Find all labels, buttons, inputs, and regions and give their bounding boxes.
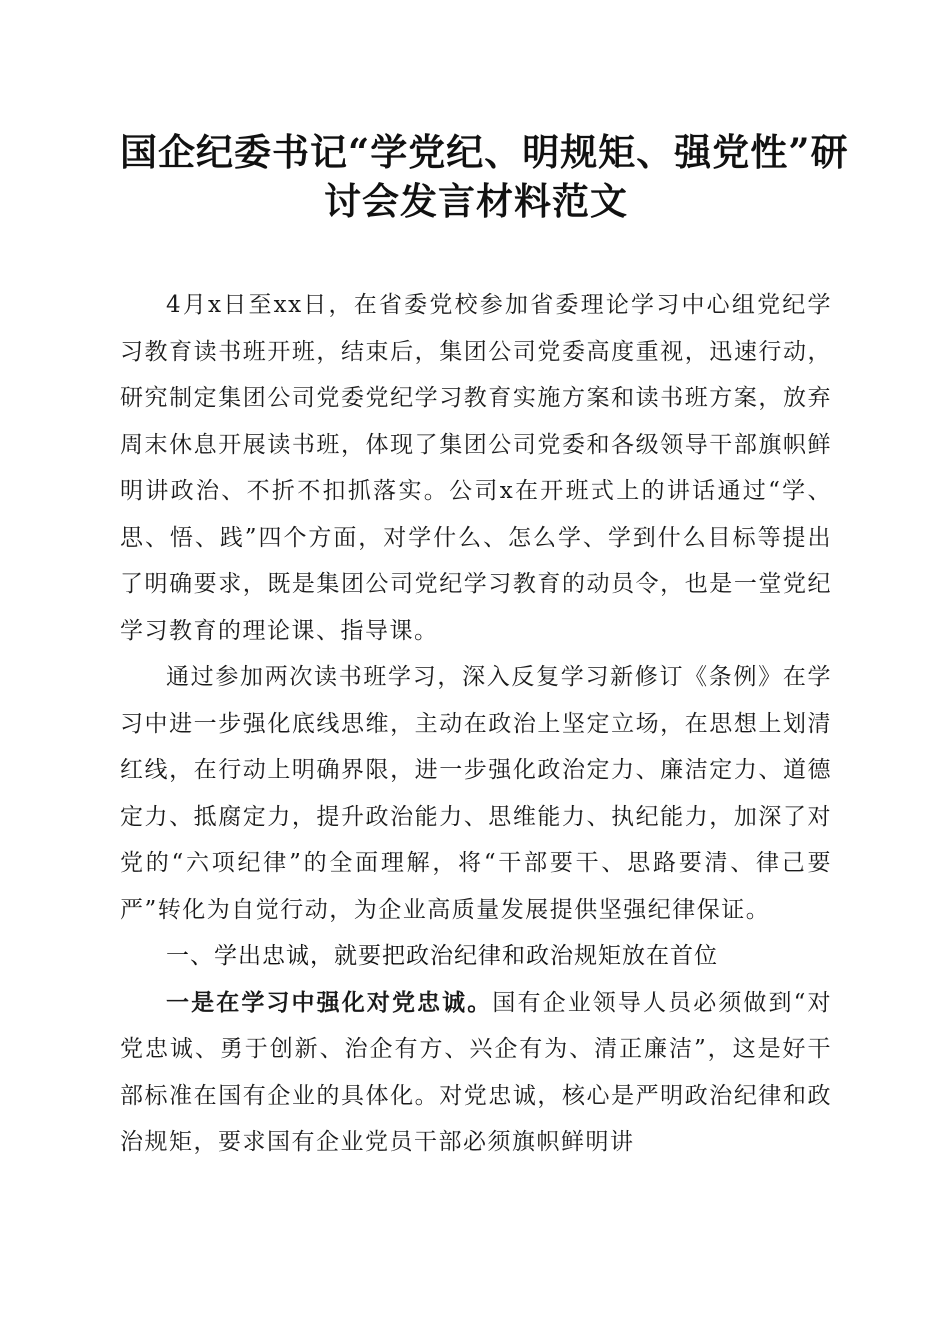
- title-line-1: 国企纪委书记“学党纪、明规矩、强党性”研: [120, 130, 849, 174]
- title-line-2: 讨会发言材料范文: [324, 179, 628, 223]
- section-heading-1: 一、学出忠诚，就要把政治纪律和政治规矩放在首位: [166, 943, 718, 969]
- paragraph-3-text: 国有企业领导人员必须做到“对党忠诚、勇于创新、治企有方、兴企有为、清正廉洁”，这是好干部标准在国有企业的具体化。对党忠诚，核心是严明政治纪律和政治规矩，要求国有企业党员干部必须旗帜鲜明讲: [120, 989, 833, 1155]
- document-title: [120, 128, 849, 226]
- paragraph-3: [120, 980, 832, 1166]
- document-page: [120, 128, 849, 1166]
- document-body: [120, 282, 832, 1166]
- paragraph-1: 4月x日至xx日，在省委党校参加省委理论学习中心组党纪学习教育读书班开班，结束后，集团公司党委高度重视，迅速行动，研究制定集团公司党委党纪学习教育实施方案和读书班方案，放弃周末休息开展读书班，体现了集团公司党委和各级领导干部旗帜鲜明讲政治、不折不扣抓落实。公司x在开班式上的讲话通过“学、思、悟、践”四个方面，对学什么、怎么学、学到什么目标等提出了明确要求，既是集团公司党纪学习教育的动员令，也是一堂党纪学习教育的理论课、指导课。: [120, 292, 832, 644]
- paragraph-2: 通过参加两次读书班学习，深入反复学习新修订《条例》在学习中进一步强化底线思维，主动在政治上坚定立场，在思想上划清红线，在行动上明确界限，进一步强化政治定力、廉洁定力、道德定力、抵腐定力，提升政治能力、思维能力、执纪能力，加深了对党的“六项纪律”的全面理解，将“干部要干、思路要清、律己要严”转化为自觉行动，为企业高质量发展提供坚强纪律保证。: [120, 664, 832, 923]
- paragraph-lead: 一是在学习中强化对党忠诚。: [166, 988, 493, 1016]
